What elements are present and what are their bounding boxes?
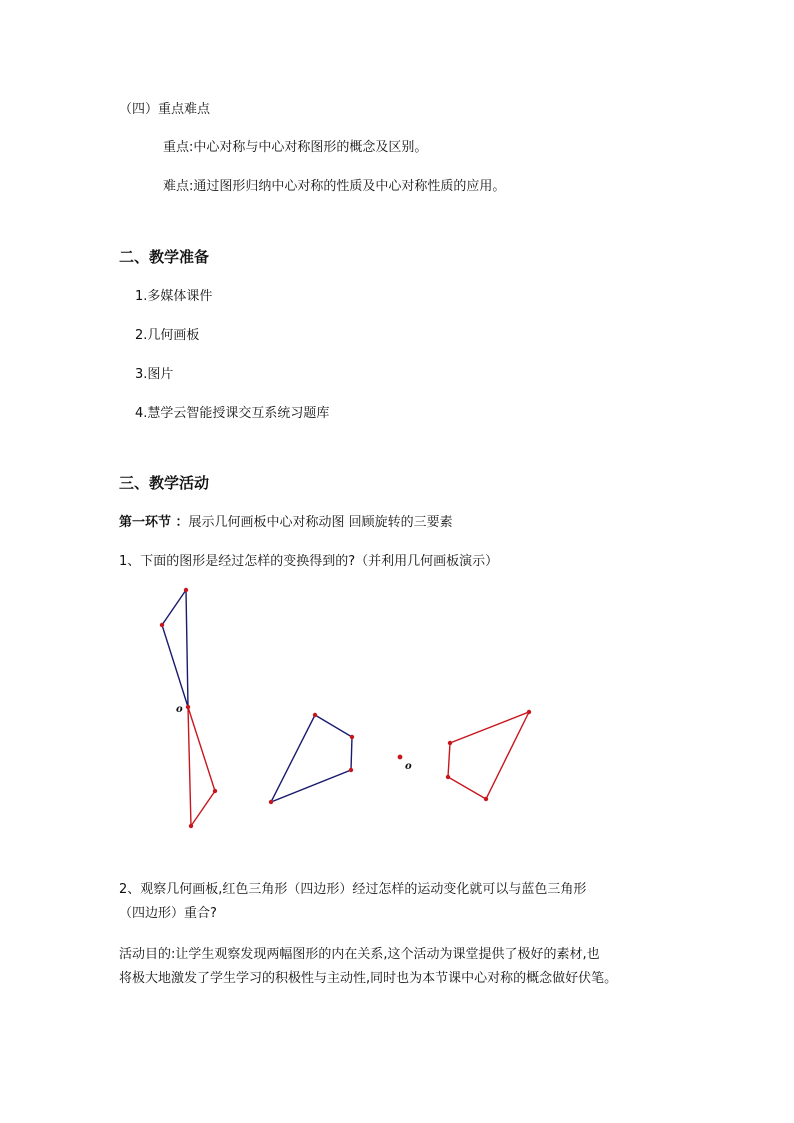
key-point-text: 重点:中心对称与中心对称图形的概念及区别。 [163,140,428,155]
step1-label: 第一环节 ： [119,515,189,530]
center-label-left: o [176,704,183,715]
section-heading-activities: 三、教学活动 [119,474,210,492]
center-label-right: o [405,761,412,772]
purpose-line-2: 将极大地激发了学生学习的积极性与主动性,同时也为本节课中心对称的概念做好伏笔。 [119,971,618,986]
difficulty-text: 难点:通过图形归纳中心对称的性质及中心对称性质的应用。 [163,179,506,194]
prep-item-3: 3.图片 [135,367,174,382]
question-2-line-2: （四边形）重合? [119,906,217,921]
section-heading-key-points: （四）重点难点 [119,102,211,117]
right-figure-vertices [269,710,531,804]
blue-quadrilateral [271,715,352,802]
step1-text: 展示几何画板中心对称动图 回顾旋转的三要素 [188,515,453,530]
red-quadrilateral [448,712,529,799]
section-heading-preparation: 二、教学准备 [119,248,210,266]
question-2-line-1: 2、观察几何画板,红色三角形（四边形）经过怎样的运动变化就可以与蓝色三角形 [119,882,587,897]
blue-triangle [162,590,188,707]
center-point-o [398,755,403,760]
question-1: 1、下面的图形是经过怎样的变换得到的?（并利用几何画板演示） [119,554,499,569]
prep-item-4: 4.慧学云智能授课交互系统习题库 [135,406,330,421]
left-figure-vertices [160,588,217,828]
prep-item-2: 2.几何画板 [135,328,200,343]
prep-item-1: 1.多媒体课件 [135,289,213,304]
purpose-line-1: 活动目的:让学生观察发现两幅图形的内在关系,这个活动为课堂提供了极好的素材,也 [119,947,600,962]
red-triangle [188,707,215,826]
